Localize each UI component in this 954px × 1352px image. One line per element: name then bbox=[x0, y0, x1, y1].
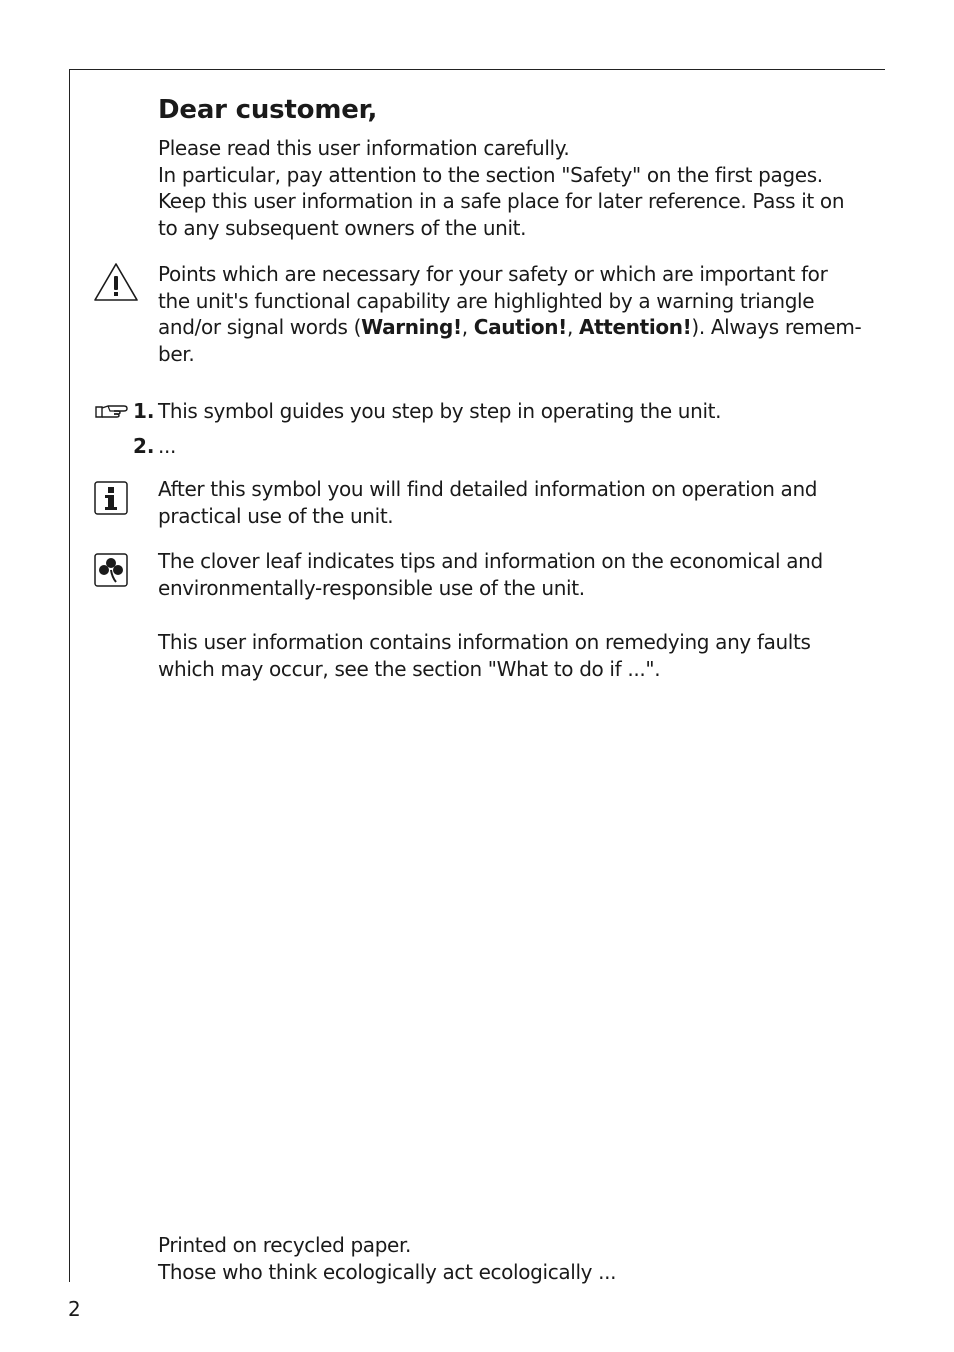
page-number: 2 bbox=[68, 1297, 81, 1321]
info-icon bbox=[94, 481, 128, 515]
signal-word-attention: Attention! bbox=[578, 315, 692, 339]
recycled-paper-note bbox=[158, 1232, 868, 1285]
top-rule bbox=[69, 69, 885, 70]
warning-line: the unit's functional capability are highlighted by a warning triangle bbox=[158, 288, 815, 313]
intro-line: Please read this user information carefully. bbox=[158, 136, 570, 160]
separator: , bbox=[461, 315, 474, 339]
step-number: 2. bbox=[133, 434, 155, 458]
signal-word-caution: Caution! bbox=[473, 315, 567, 339]
signal-word-warning: Warning! bbox=[361, 315, 462, 339]
warning-text: ). Always remem- bbox=[691, 315, 862, 339]
page-title: Dear customer, bbox=[158, 95, 378, 125]
eco-line: The clover leaf indicates tips and information on the economical and bbox=[158, 549, 823, 573]
warning-triangle-icon bbox=[93, 262, 139, 302]
intro-line: Keep this user information in a safe place for later reference. Pass it on bbox=[158, 189, 845, 213]
faults-paragraph bbox=[158, 629, 868, 682]
intro-line: to any subsequent owners of the unit. bbox=[158, 215, 527, 240]
info-line: practical use of the unit. bbox=[158, 503, 394, 528]
step-text: ... bbox=[158, 434, 177, 458]
eco-paragraph bbox=[158, 548, 868, 601]
faults-line: This user information contains information on remedying any faults bbox=[158, 630, 811, 654]
step-number: 1. bbox=[133, 399, 155, 423]
warning-line: ber. bbox=[158, 341, 195, 366]
pointing-hand-icon bbox=[94, 402, 130, 420]
warning-line: Points which are necessary for your safety or which are important for bbox=[158, 262, 828, 286]
faults-line: which may occur, see the section "What to do if ...". bbox=[158, 656, 661, 681]
footer-line: Printed on recycled paper. bbox=[158, 1233, 412, 1257]
warning-paragraph bbox=[158, 261, 868, 367]
warning-text: and/or signal words ( bbox=[158, 315, 362, 339]
eco-line: environmentally-responsible use of the unit. bbox=[158, 575, 585, 600]
clover-leaf-icon bbox=[94, 553, 128, 587]
left-rule bbox=[69, 69, 70, 1282]
info-line: After this symbol you will find detailed information on operation and bbox=[158, 477, 818, 501]
intro-line: In particular, pay attention to the section "Safety" on the first pages. bbox=[158, 162, 823, 187]
info-paragraph bbox=[158, 476, 868, 529]
footer-line: Those who think ecologically act ecologically ... bbox=[158, 1259, 617, 1284]
warning-line bbox=[158, 314, 868, 341]
step-text: This symbol guides you step by step in operating the unit. bbox=[158, 399, 722, 423]
intro-paragraph bbox=[158, 135, 868, 241]
separator: , bbox=[566, 315, 579, 339]
